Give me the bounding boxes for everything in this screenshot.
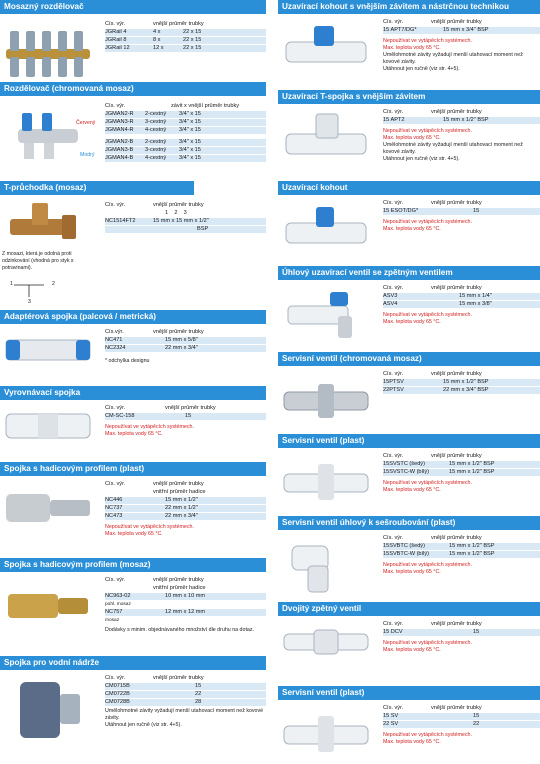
section-hose-tail-brass (0, 558, 266, 633)
tank-connector-image (0, 676, 96, 746)
product-table: Čís. výr. vnější průměr trubky 15SVSTC (šedý) 15 mm x 1/2" BSP 15SVSTC-W (bílý) 15 mm x 1/2" BSP Nepoužívat ve vytápěcích systémech. Max. teplota vody 65 °C. (383, 452, 540, 494)
product-table: Čís. výr. vnější průměr trubky 15 APT2 15 mm x 1/2" BSP Nepoužívat ve vytápěcích systémech. Max. teplota vody 65 °C. Umělohmotné závity vyžadují menší utahovací moment než kovové závity. Utáhnout jen ručně (viz str. 4+5). (383, 108, 540, 163)
section-hose-tail-plastic (0, 462, 266, 537)
section-title: Uzavírací kohout (278, 181, 540, 195)
section-title: Servisní ventil (plast) (278, 434, 540, 448)
double-check-valve-image (278, 622, 374, 662)
angle-valve-image (278, 286, 374, 344)
shutoff-valve-plain-image (278, 201, 374, 259)
service-valve-chrome-image (278, 372, 374, 430)
section-angle-shutoff-check (278, 266, 540, 325)
section-reducing-coupling (0, 386, 266, 437)
shutoff-valve-image (278, 20, 374, 82)
label-red: Červený (76, 120, 96, 126)
product-table: Čís. výr. vnější průměr trubky 15 APT7/DG* 15 mm x 3/4" BSP Nepoužívat ve vytápěcích systémech. Max. teplota vody 65 °C. Umělohmotné závity vyžadují menší utahovací moment než kovové závity. Utáhnout jen ručně (viz str. 4+5). (383, 18, 540, 73)
section-title: Spojka s hadicovým profilem (plast) (0, 462, 266, 476)
product-table: Čís. výr. vnější průměr trubky vnitřní průměr hadice NC446 15 mm x 1/2" NC737 22 mm x 1/2" NC473 22 mm x 3/4" Nepoužívat ve vytápěcích systémech. Max. teplota vody 65 °C. (105, 480, 266, 538)
section-shutoff-valve (278, 181, 540, 232)
reducing-coupling-image (0, 406, 96, 446)
section-service-valve-chrome (278, 352, 540, 393)
product-table: Čís. výr. vnější průměr trubky 15 SV 15 22 SV 22 Nepoužívat ve vytápěcích systémech. Max. teplota vody 65 °C. (383, 704, 540, 746)
product-table: Čís. výr. vnější průměr trubky 15PTSV 15 mm x 1/2" BSP 22PTSV 22 mm x 3/4" BSP (383, 370, 540, 394)
section-title: Servisní ventil (plast) (278, 686, 540, 700)
hose-tail-plastic-image (0, 482, 96, 534)
product-table: Čís. výr. vnější průměr trubky CM0715B 15 CM0722B 22 CM0728B 28 Umělohmotné závity vyžadují menší utahovací moment než kovové závity. Utáhnout jen ručně (viz str. 4+5). (105, 674, 266, 729)
section-title: Uzavírací T-spojka s vnějším závitem (278, 90, 540, 104)
brass-manifold-image (0, 20, 96, 86)
product-table: Čís. výr. vnější průměr trubky vnitřní průměr hadice NC963-02 10 mm x 10 mm pohl. mosaz NC757 12 mm x 12 mm mosaz Dodávky s minim. objednávaného množství dle druhu na dotaz. (105, 576, 266, 634)
hose-tail-brass-image (0, 578, 96, 634)
section-title: Uzavírací kohout s vnějším závitem a nástrčnou technikou (278, 0, 540, 14)
section-title: Spojka s hadicovým profilem (mosaz) (0, 558, 266, 572)
product-table: Čís.výr. vnější průměr trubky NC471 15 mm x 5/8" NC2324 22 mm x 3/4" * odchylka designu (105, 328, 266, 365)
service-valve-plastic-image (278, 454, 374, 512)
angled-service-valve-image (278, 536, 374, 598)
label-blue: Modrý (80, 152, 95, 158)
section-title: Úhlový uzavírací ventil se zpětným ventilem (278, 266, 540, 280)
material-note: Z mosazi, která je odolná proti odzinkování (vhodná pro styk s potravinami). (2, 251, 74, 271)
section-title: T-průchodka (mosaz) (0, 181, 194, 195)
section-title: Dvojitý zpětný ventil (278, 602, 540, 616)
section-angled-service-valve (278, 516, 540, 575)
section-tank-connector (0, 656, 266, 728)
section-brass-manifold (0, 0, 266, 51)
product-table: Čís. výr. vnější průměr trubky ASV3 15 mm x 1/4" ASV4 15 mm x 3/8" Nepoužívat ve vytápěcích systémech. Max. teplota vody 65 °C. (383, 284, 540, 326)
section-shutoff-tee (278, 90, 540, 162)
brass-tee-image (0, 201, 96, 253)
product-table: Čís. výr. vnější průměr trubky 15 DCV 15 Nepoužívat ve vytápěcích systémech. Max. teplota vody 65 °C. (383, 620, 540, 654)
section-title: Servisní ventil (chromovaná mosaz) (278, 352, 540, 366)
section-chrome-manifold (0, 82, 266, 161)
shutoff-tee-image (278, 110, 374, 172)
chrome-manifold-image (0, 104, 96, 170)
section-shutoff-male-thread (278, 0, 540, 72)
product-table: Čís. výr. vnější průměr trubky CM-SC-158 15 Nepoužívat ve vytápěcích systémech. Max. teplota vody 65 °C. (105, 404, 266, 438)
section-title: Servisní ventil úhlový k sešroubování (plast) (278, 516, 540, 530)
product-table: Čís. výr. závit x vnější průměr trubky JGMAN2-R 2-cestný 3/4" x 15 JGMAN3-R 3-cestný 3/4" x 15 JGMAN4-R 4-cestný 3/4" x 15 JGMAN2-B 2-cestný 3/4" x 15 JGMAN3-B 3-cestný 3/4" x 15 JGMAN4-B 4-cestný 3/4" x 15 (105, 102, 266, 162)
section-service-valve-plastic (278, 434, 540, 493)
product-table: Čís. výr. vnější průměr trubky JGRail 4 4 x 22 x 15 JGRail 8 8 x 22 x 15 JGRail 12 12 x 22 x 15 (105, 20, 266, 52)
section-double-check-valve (278, 602, 540, 653)
section-title: Adaptérová spojka (palcová / metrická) (0, 310, 266, 324)
adapter-coupling-image (0, 330, 96, 370)
section-service-valve-plastic-2 (278, 686, 540, 745)
product-table: Čís. výr. vnější průměr trubky 15SVBTC (šedý) 15 mm x 1/2" BSP 15SVBTC-W (bílý) 15 mm x 1/2" BSP Nepoužívat ve vytápěcích systémech. Max. teplota vody 65 °C. (383, 534, 540, 576)
section-title: Spojka pro vodní nádrže (0, 656, 266, 670)
section-brass-tee: T-průchodka (mosaz) Z mosazi, která je odolná proti odzinkování (vhodná pro styk s potravinami). 1 2 3 Čís. výr. vnější průměr trubky 1 2 3 NC1514FT2 15 mm x 15 mm x 1/2" BSP (0, 181, 266, 195)
service-valve-plastic-2-image (278, 706, 374, 764)
product-table: Čís. výr. vnější průměr trubky 15 ESOT/DG* 15 Nepoužívat ve vytápěcích systémech. Max. teplota vody 65 °C. (383, 199, 540, 233)
product-table: Čís. výr. vnější průměr trubky 1 2 3 NC1514FT2 15 mm x 15 mm x 1/2" BSP (105, 201, 266, 233)
section-title: Vyrovnávací spojka (0, 386, 266, 400)
section-adapter-coupling (0, 310, 266, 364)
section-title: Mosazný rozdělovač (0, 0, 266, 14)
section-title: Rozdělovač (chromovaná mosaz) (0, 82, 266, 96)
